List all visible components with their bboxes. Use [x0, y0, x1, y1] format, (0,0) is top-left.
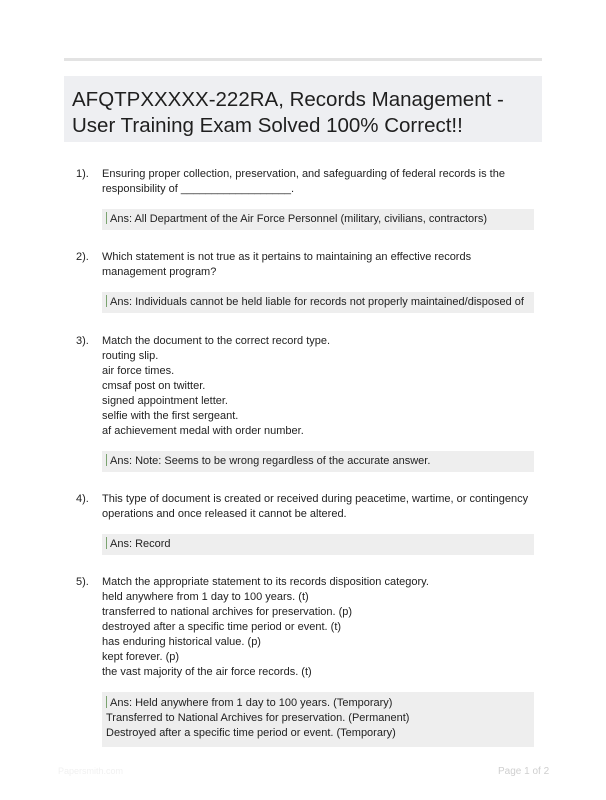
- footer-watermark: Papersmith.com: [58, 766, 124, 776]
- question-text: [102, 250, 534, 280]
- question-line: af achievement medal with order number.: [102, 425, 304, 437]
- question-number: 1).: [76, 168, 89, 180]
- question-line: selfie with the first sergeant.: [102, 410, 239, 422]
- answer-line: [106, 212, 530, 227]
- question-line: Match the appropriate statement to its records disposition category.: [102, 576, 429, 588]
- answer-box: [102, 534, 534, 555]
- question-text: [102, 334, 534, 439]
- title-banner: [64, 76, 542, 142]
- question-item: [76, 575, 534, 747]
- answer-box: [102, 692, 534, 747]
- question-line: the vast majority of the air force records. (t): [102, 666, 312, 678]
- question-line: cmsaf post on twitter.: [102, 380, 206, 392]
- answer-marker: [106, 537, 107, 549]
- answer-box: [102, 292, 534, 313]
- question-text: [102, 167, 534, 197]
- question-line: signed appointment letter.: [102, 395, 228, 407]
- question-line: held anywhere from 1 day to 100 years. (t): [102, 591, 309, 603]
- question-line: Match the document to the correct record type.: [102, 335, 331, 347]
- question-line: kept forever. (p): [102, 651, 180, 663]
- answer-marker: [106, 696, 107, 708]
- question-line: This type of document is created or received during peacetime, wartime, or contingency operations and once released it cannot be altered.: [102, 493, 529, 520]
- answer-line: Destroyed after a specific time period or event. (Temporary): [106, 727, 396, 739]
- answer-text: Ans: Held anywhere from 1 day to 100 years. (Temporary): [110, 697, 393, 709]
- question-line: has enduring historical value. (p): [102, 636, 261, 648]
- question-number: 4).: [76, 493, 89, 505]
- answer-box: [102, 209, 534, 230]
- answer-text: Ans: Individuals cannot be held liable for records not properly maintained/disposed of: [110, 296, 524, 308]
- page-indicator: Page 1 of 2: [498, 766, 550, 777]
- answer-line: [106, 696, 530, 711]
- question-line: routing slip.: [102, 350, 159, 362]
- question-line: destroyed after a specific time period or event. (t): [102, 621, 342, 633]
- question-line: Ensuring proper collection, preservation, and safeguarding of federal records is the responsibility of __________________.: [102, 168, 505, 195]
- page-title: AFQTPXXXXX-222RA, Records Management - User Training Exam Solved 100% Correct!!: [72, 88, 504, 137]
- question-line: transferred to national archives for preservation. (p): [102, 606, 353, 618]
- question-line: air force times.: [102, 365, 175, 377]
- question-number: 3).: [76, 335, 89, 347]
- question-number: 5).: [76, 576, 89, 588]
- question-text: [102, 575, 534, 680]
- answer-line: [106, 295, 530, 310]
- question-item: [76, 167, 534, 230]
- question-line: Which statement is not true as it pertains to maintaining an effective records management program?: [102, 251, 472, 278]
- answer-marker: [106, 454, 107, 466]
- answer-text: Ans: All Department of the Air Force Personnel (military, civilians, contractors): [110, 213, 487, 225]
- answer-marker: [106, 295, 107, 307]
- answer-box: [102, 451, 534, 472]
- answer-line: [106, 537, 530, 552]
- question-item: [76, 334, 534, 472]
- answer-line: [106, 454, 530, 469]
- answer-text: Ans: Note: Seems to be wrong regardless of the accurate answer.: [110, 455, 431, 467]
- question-item: [76, 250, 534, 313]
- question-number: 2).: [76, 251, 89, 263]
- question-item: [76, 492, 534, 555]
- answer-line: Transferred to National Archives for preservation. (Permanent): [106, 712, 410, 724]
- answer-marker: [106, 212, 107, 224]
- question-text: [102, 492, 534, 522]
- top-divider: [64, 58, 542, 61]
- answer-text: Ans: Record: [110, 538, 171, 550]
